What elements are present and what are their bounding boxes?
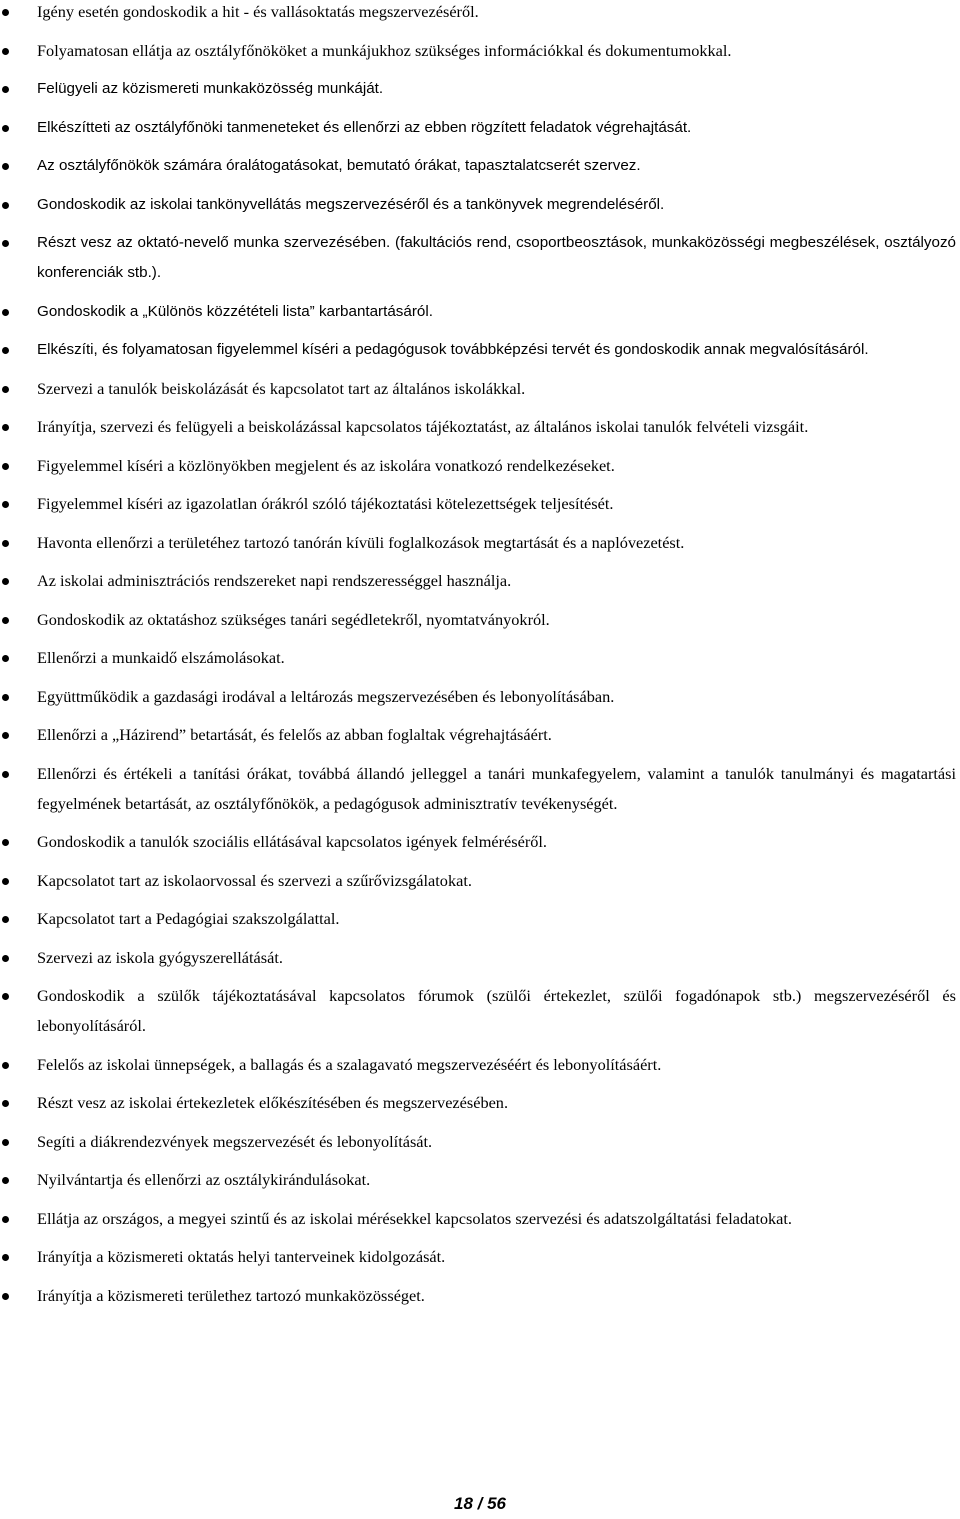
bullet-icon [2, 655, 9, 662]
bullet-icon [2, 386, 9, 393]
list-item [0, 605, 960, 635]
list-item-text: Elkészítteti az osztályfőnöki tanmeneteket és ellenőrzi az ebben rögzített feladatok végrehajtását. [37, 118, 692, 136]
bullet-icon [2, 309, 9, 316]
list-item [0, 528, 960, 558]
list-item [0, 643, 960, 673]
bullet-icon [2, 1293, 9, 1300]
list-item-text: Gondoskodik a szülők tájékoztatásával kapcsolatos fórumok (szülői értekezlet, szülői fogadónapok stb.) megszervezéséről és lebonyolításáról. [37, 986, 956, 1035]
bullet-icon [2, 347, 9, 354]
list-item [0, 1281, 960, 1311]
list-item-text: Részt vesz az oktató-nevelő munka szervezésében. (fakultációs rend, csoportbeosztások, munkaközösségi megbeszélések, osztályozó konferenciák stb.). [37, 234, 956, 281]
list-item [0, 904, 960, 934]
list-item-text: Ellenőrzi és értékeli a tanítási órákat, továbbá állandó jelleggel a tanári munkafegyelem, valamint a tanulók tanulmányi és magatartási fegyelmének betartását, az osztályfőnökök, a pedagógusok adminisztratív tevékenységét. [37, 763, 956, 813]
list-item [0, 1088, 960, 1118]
bullet-icon [2, 86, 9, 93]
list-item-text: Együttműködik a gazdasági irodával a leltározás megszervezésében és lebonyolításában. [37, 686, 615, 706]
list-item [0, 566, 960, 596]
list-item-text: Figyelemmel kíséri a közlönyökben megjelent és az iskolára vonatkozó rendelkezéseket. [37, 455, 615, 475]
list-item-text: Gondoskodik az oktatáshoz szükséges tanári segédletekről, nyomtatványokról. [37, 609, 550, 629]
bullet-icon [2, 125, 9, 132]
list-item-text: Segíti a diákrendezvények megszervezését és lebonyolítását. [37, 1131, 433, 1151]
bullet-icon [2, 732, 9, 739]
list-item-text: Ellenőrzi a munkaidő elszámolásokat. [37, 648, 285, 667]
list-item [0, 720, 960, 750]
list-item [0, 335, 960, 365]
list-item-text: Gondoskodik a tanulók szociális ellátásával kapcsolatos igények felméréséről. [37, 832, 547, 851]
list-item-text: Részt vesz az iskolai értekezletek előkészítésében és megszervezésében. [37, 1093, 509, 1112]
bullet-icon [2, 240, 9, 247]
bullet-icon [2, 1177, 9, 1184]
list-item-text: Kapcsolatot tart a Pedagógiai szakszolgálattal. [37, 909, 340, 928]
list-item-text: Gondoskodik az iskolai tankönyvellátás megszervezéséről és a tankönyvek megrendeléséről. [37, 195, 665, 213]
bullet-icon [2, 839, 9, 846]
list-item-text: Ellátja az országos, a megyei szintű és az iskolai mérésekkel kapcsolatos szervezési és adatszolgáltatási feladatokat. [37, 1208, 792, 1228]
list-item [0, 113, 960, 143]
list-item-text: Figyelemmel kíséri az igazolatlan órákról szóló tájékoztatási kötelezettségek teljesítését. [37, 494, 614, 513]
list-item [0, 74, 960, 104]
bullet-icon [2, 771, 9, 778]
list-item [0, 297, 960, 327]
list-item-text: Felügyeli az közismereti munkaközösség munkáját. [37, 80, 384, 97]
bullet-icon [2, 578, 9, 585]
bullet-icon [2, 878, 9, 885]
list-item [0, 1050, 960, 1080]
list-item [0, 412, 960, 442]
page-number: 18 / 56 [454, 1494, 506, 1513]
list-item-text: Irányítja, szervezi és felügyeli a beiskolázással kapcsolatos tájékoztatást, az általános iskolai tanulók felvételi vizsgáit. [37, 417, 809, 436]
list-item-text: Kapcsolatot tart az iskolaorvossal és szervezi a szűrővizsgálatokat. [37, 870, 472, 890]
list-item-text: Elkészíti, és folyamatosan figyelemmel kíséri a pedagógusok továbbképzési tervét és gondoskodik annak megvalósításáról. [37, 341, 869, 358]
bullet-icon [2, 202, 9, 209]
bullet-icon [2, 993, 9, 1000]
list-item [0, 866, 960, 896]
bullet-icon [2, 916, 9, 923]
list-item-text: Irányítja a közismereti területhez tartozó munkaközösséget. [37, 1285, 425, 1305]
bullet-icon [2, 163, 9, 170]
bullet-icon [2, 694, 9, 701]
list-item [0, 1127, 960, 1157]
bullet-icon [2, 501, 9, 508]
list-item-text: Folyamatosan ellátja az osztályfőnököket a munkájukhoz szükséges információkkal és dokumentumokkal. [37, 40, 732, 60]
bullet-icon [2, 463, 9, 470]
list-item [0, 228, 960, 288]
list-item [0, 759, 960, 819]
bullet-icon [2, 1254, 9, 1261]
list-item [0, 0, 960, 27]
list-item-text: Havonta ellenőrzi a területéhez tartozó tanórán kívüli foglalkozások megtartását és a naplóvezetést. [37, 532, 685, 552]
list-item-text: Felelős az iskolai ünnepségek, a ballagás és a szalagavató megszervezéséért és lebonyolításáért. [37, 1054, 662, 1074]
bullet-icon [2, 955, 9, 962]
list-item-text: Az osztályfőnökök számára óralátogatásokat, bemutató órákat, tapasztalatcserét szervez. [37, 157, 641, 174]
list-item [0, 1204, 960, 1234]
list-item [0, 36, 960, 66]
bullet-icon [2, 617, 9, 624]
list-item-text: Ellenőrzi a „Házirend” betartását, és felelős az abban foglaltak végrehajtásáért. [37, 725, 552, 744]
bullet-icon [2, 1062, 9, 1069]
list-item-text: Gondoskodik a „Különös közzétételi lista” karbantartásáról. [37, 302, 433, 320]
list-item [0, 489, 960, 519]
list-item [0, 1242, 960, 1272]
list-item [0, 981, 960, 1041]
list-item [0, 374, 960, 404]
bullet-icon [2, 9, 9, 16]
list-item-text: Szervezi az iskola gyógyszerellátását. [37, 947, 283, 967]
bullet-icon [2, 48, 9, 55]
list-item-text: Az iskolai adminisztrációs rendszereket napi rendszerességgel használja. [37, 571, 512, 590]
bullet-icon [2, 1216, 9, 1223]
list-item-text: Igény esetén gondoskodik a hit - és vallásoktatás megszervezéséről. [37, 2, 479, 21]
list-item [0, 682, 960, 712]
bullet-icon [2, 424, 9, 431]
bullet-icon [2, 1139, 9, 1146]
list-item-text: Irányítja a közismereti oktatás helyi tanterveinek kidolgozását. [37, 1247, 446, 1266]
list-item [0, 1165, 960, 1195]
list-item-text: Nyilvántartja és ellenőrzi az osztálykirándulásokat. [37, 1170, 371, 1189]
list-item-text: Szervezi a tanulók beiskolázását és kapcsolatot tart az általános iskolákkal. [37, 378, 526, 398]
list-item [0, 451, 960, 481]
bullet-icon [2, 1100, 9, 1107]
list-item [0, 190, 960, 220]
list-item [0, 151, 960, 181]
list-item [0, 943, 960, 973]
bullet-icon [2, 540, 9, 547]
list-item [0, 827, 960, 857]
